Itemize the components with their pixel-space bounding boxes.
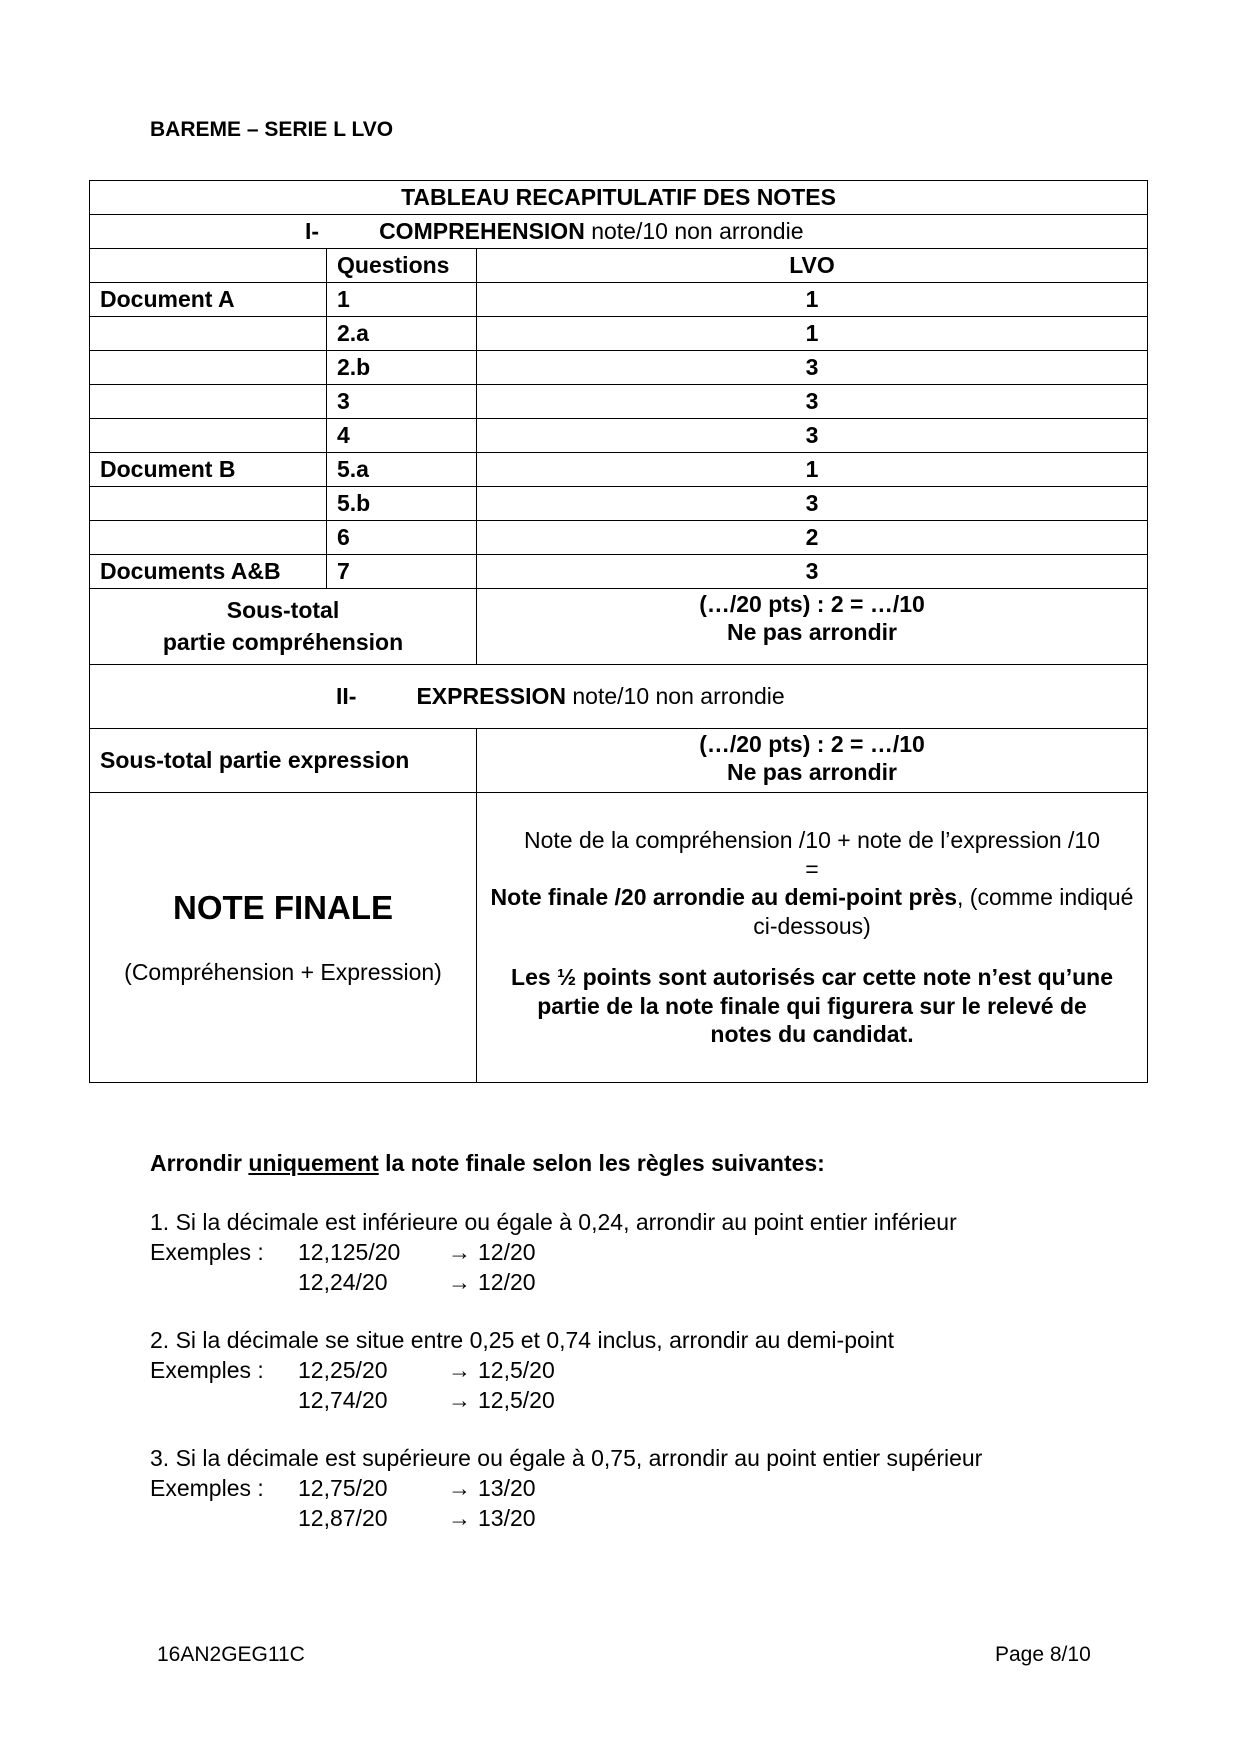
table-row [90, 453, 1148, 487]
questions-header: Questions [327, 249, 477, 283]
empty-header-cell [90, 249, 327, 283]
arrow-icon: → [448, 1505, 471, 1531]
rule-text: 2. Si la décimale se situe entre 0,25 et 0,74 inclus, arrondir au demi-point [150, 1327, 895, 1353]
arrow-icon: → [448, 1269, 471, 1295]
example-input: 12,24/20 [298, 1269, 388, 1295]
final-note-title: NOTE FINALE [173, 889, 393, 926]
section2-title: EXPRESSION [416, 683, 566, 709]
subtotal-label-line1: Sous-total [226, 597, 340, 624]
example-output: 13/20 [478, 1505, 536, 1531]
page-heading: BAREME – SERIE L LVO [150, 118, 394, 141]
document-cell [90, 385, 327, 419]
example-input: 12,74/20 [298, 1387, 388, 1413]
example-input: 12,87/20 [298, 1505, 388, 1531]
example-input: 12,75/20 [298, 1475, 388, 1501]
half-points-note: Les ½ points sont autorisés car cette note n’est qu’une partie de la note finale qui figurera sur le relevé de notes du candidat. [511, 963, 1113, 1048]
example-input: 12,125/20 [298, 1239, 401, 1265]
final-rounding-bold: Note finale /20 arrondie au demi-point près [490, 884, 958, 911]
points-cell: 1 [477, 453, 1148, 487]
table-row [90, 419, 1148, 453]
subtotal-comprehension-row [90, 589, 1148, 665]
subtotal-comprehension-value [477, 589, 1148, 665]
examples-label: Exemples : [150, 1475, 264, 1501]
examples-label: Exemples : [150, 1239, 264, 1265]
final-rounding-rest: , (comme indiqué ci-dessous) [753, 884, 1134, 940]
rounding-rules [150, 1150, 1100, 1561]
example-row [150, 1355, 1100, 1385]
example-output: 13/20 [478, 1475, 536, 1501]
subtotal-rounding-note: Ne pas arrondir [727, 618, 897, 645]
document-cell [90, 317, 327, 351]
question-cell: 6 [327, 521, 477, 555]
rule-text: 3. Si la décimale est supérieure ou égale à 0,75, arrondir au point entier supérieur [150, 1445, 983, 1471]
final-note-subtitle: (Compréhension + Expression) [124, 959, 442, 985]
points-cell: 3 [477, 419, 1148, 453]
example-output: 12,5/20 [478, 1357, 555, 1383]
subtotal-expression-calc: (…/20 pts) : 2 = …/10 [699, 731, 925, 757]
document-code: 16AN2GEG11C [157, 1643, 305, 1666]
question-cell: 1 [327, 283, 477, 317]
document-cell: Document A [90, 283, 327, 317]
rules-title-start: Arrondir [150, 1150, 249, 1176]
final-formula: Note de la compréhension /10 + note de l’expression /10 [524, 826, 1101, 853]
final-equals: = [805, 855, 819, 882]
section1-row [90, 215, 1148, 249]
points-cell: 3 [477, 351, 1148, 385]
document-cell: Document B [90, 453, 327, 487]
rule-item [150, 1325, 1100, 1415]
question-cell: 7 [327, 555, 477, 589]
question-cell: 3 [327, 385, 477, 419]
table-title: TABLEAU RECAPITULATIF DES NOTES [90, 181, 1148, 215]
points-cell: 3 [477, 487, 1148, 521]
section2-row [90, 665, 1148, 729]
final-rounding-rule [487, 883, 1137, 941]
page-number: Page 8/10 [995, 1643, 1091, 1666]
document-cell [90, 419, 327, 453]
question-cell: 2.a [327, 317, 477, 351]
example-output: 12,5/20 [478, 1387, 555, 1413]
example-row [150, 1385, 1100, 1415]
summary-table [89, 180, 1148, 1083]
section2-note: note/10 non arrondie [572, 683, 785, 709]
question-cell: 5.a [327, 453, 477, 487]
table-row [90, 283, 1148, 317]
table-row [90, 487, 1148, 521]
subtotal-expression-rounding-note: Ne pas arrondir [727, 758, 897, 785]
example-output: 12/20 [478, 1239, 536, 1265]
points-cell: 1 [477, 283, 1148, 317]
document-cell: Documents A&B [90, 555, 327, 589]
example-row [150, 1473, 1100, 1503]
question-cell: 4 [327, 419, 477, 453]
subtotal-expression-label: Sous-total partie expression [90, 729, 477, 793]
rule-item [150, 1443, 1100, 1533]
subtotal-comprehension-label [90, 589, 477, 665]
rules-title [150, 1150, 1100, 1177]
points-cell: 2 [477, 521, 1148, 555]
example-row [150, 1503, 1100, 1533]
document-cell [90, 487, 327, 521]
table-title-row [90, 181, 1148, 215]
rules-title-end: la note finale selon les règles suivantes: [378, 1150, 825, 1176]
arrow-icon: → [448, 1357, 471, 1383]
table-row [90, 521, 1148, 555]
arrow-icon: → [448, 1475, 471, 1501]
question-cell: 2.b [327, 351, 477, 385]
section1-note: note/10 non arrondie [591, 218, 804, 244]
section2-number: II- [336, 683, 357, 709]
rule-item [150, 1207, 1100, 1297]
document-cell [90, 521, 327, 555]
subtotal-calc: (…/20 pts) : 2 = …/10 [699, 591, 925, 617]
section1-header [90, 215, 1148, 249]
example-row [150, 1267, 1100, 1297]
lvo-header: LVO [477, 249, 1148, 283]
points-cell: 3 [477, 385, 1148, 419]
question-cell: 5.b [327, 487, 477, 521]
column-header-row [90, 249, 1148, 283]
arrow-icon: → [448, 1387, 471, 1413]
section2-header [90, 665, 1148, 729]
rule-text: 1. Si la décimale est inférieure ou égale à 0,24, arrondir au point entier inférieur [150, 1209, 957, 1235]
examples-label: Exemples : [150, 1357, 264, 1383]
final-note-row [90, 793, 1148, 1083]
final-note-label [90, 793, 477, 1083]
rules-title-emphasis: uniquement [248, 1150, 379, 1176]
points-cell: 3 [477, 555, 1148, 589]
arrow-icon: → [448, 1239, 471, 1265]
final-note-details [477, 793, 1148, 1083]
table-row [90, 317, 1148, 351]
subtotal-expression-value [477, 729, 1148, 793]
subtotal-expression-row [90, 729, 1148, 793]
example-output: 12/20 [478, 1269, 536, 1295]
table-row [90, 385, 1148, 419]
section1-number: I- [305, 218, 320, 244]
example-row [150, 1237, 1100, 1267]
example-input: 12,25/20 [298, 1357, 388, 1383]
document-cell [90, 351, 327, 385]
table-row [90, 555, 1148, 589]
subtotal-label-line2: partie compréhension [162, 628, 404, 655]
table-row [90, 351, 1148, 385]
section1-title: COMPREHENSION [379, 218, 585, 244]
points-cell: 1 [477, 317, 1148, 351]
